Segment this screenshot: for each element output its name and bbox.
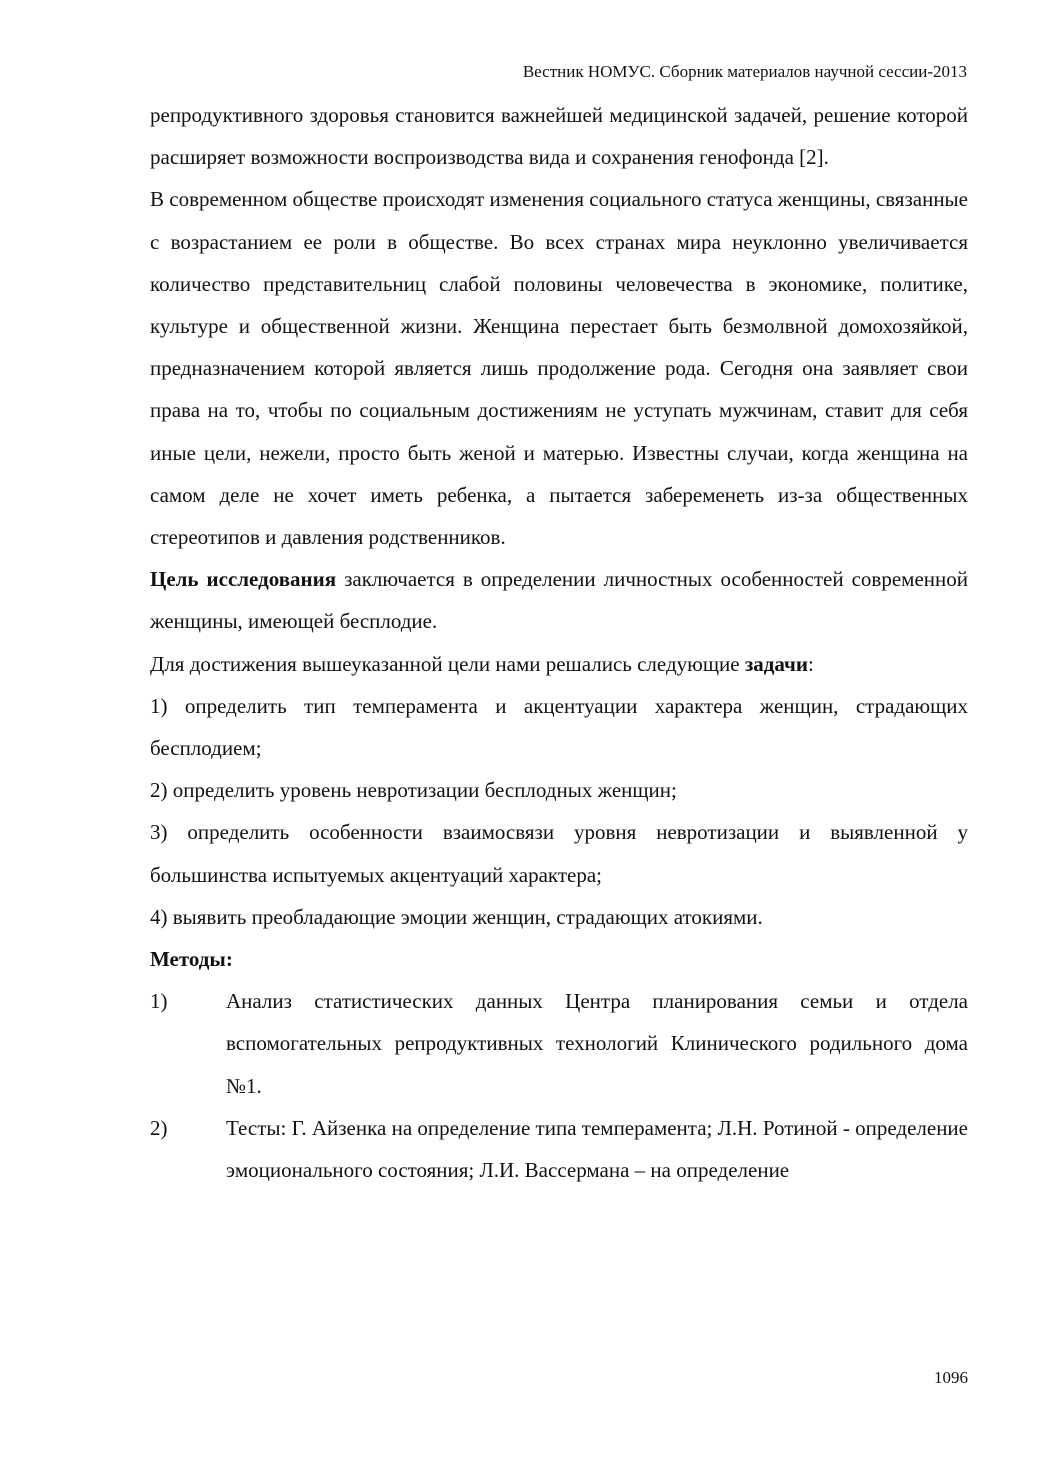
article-body xyxy=(150,94,968,1191)
task-item-3: 3) определить особенности взаимосвязи уровня невротизации и выявленной у большинства испытуемых акцентуаций характера; xyxy=(150,820,968,887)
method-number: 1) xyxy=(150,989,168,1014)
tasks-intro-text: Для достижения вышеуказанной цели нами решались следующие xyxy=(150,651,745,676)
methods-heading-text: Методы: xyxy=(150,947,233,972)
method-text: Анализ статистических данных Центра планирования семьи и отдела вспомогательных репродуктивных технологий Клинического родильного дома №1. xyxy=(226,989,968,1098)
goal-text: заключается в определении личностных особенностей современной женщины, имеющей бесплодие. xyxy=(150,567,968,634)
method-item-2 xyxy=(150,1107,968,1191)
paragraph-social-status: В современном обществе происходят изменения социального статуса женщины, связанные с возрастанием ее роли в обществе. Во всех странах мира неуклонно увеличивается количество представительниц слабой половины человечества в экономике, политике, культуре и общественной жизни. Женщина перестает быть безмолвной домохозяйкой, предназначением которой является лишь продолжение рода. Сегодня она заявляет свои права на то, чтобы по социальным достижениям не уступать мужчинам, ставит для себя иные цели, нежели, просто быть женой и матерью. Известны случаи, когда женщина на самом деле не хочет иметь ребенка, а пытается забеременеть из-за общественных стереотипов и давления родственников. xyxy=(150,187,968,550)
task-item-1: 1) определить тип темперамента и акцентуации характера женщин, страдающих бесплодием; xyxy=(150,693,968,761)
task-item-4: 4) выявить преобладающие эмоции женщин, страдающих атокиями. xyxy=(150,904,763,929)
tasks-colon: : xyxy=(807,651,814,676)
tasks-label: задачи xyxy=(744,651,808,676)
method-item-1 xyxy=(150,980,968,1107)
goal-label: Цель исследования xyxy=(150,567,337,592)
journal-header: Вестник НОМУС. Сборник материалов научной сессии-2013 xyxy=(522,62,967,81)
methods-heading xyxy=(150,938,968,980)
method-number: 2) xyxy=(150,1115,168,1140)
paragraph-tasks-intro xyxy=(150,643,968,685)
paragraph-research-goal xyxy=(150,558,968,642)
page-number: 1096 xyxy=(934,1368,968,1387)
method-text: Тесты: Г. Айзенка на определение типа темперамента; Л.Н. Ротиной - определение эмоционального состояния; Л.И. Вассермана – на определение xyxy=(226,1115,968,1183)
paragraph-reproductive-health: репродуктивного здоровья становится важнейшей медицинской задачей, решение которой расширяет возможности воспроизводства вида и сохранения генофонда [2]. xyxy=(150,103,968,170)
task-item-2: 2) определить уровень невротизации бесплодных женщин; xyxy=(150,778,677,803)
